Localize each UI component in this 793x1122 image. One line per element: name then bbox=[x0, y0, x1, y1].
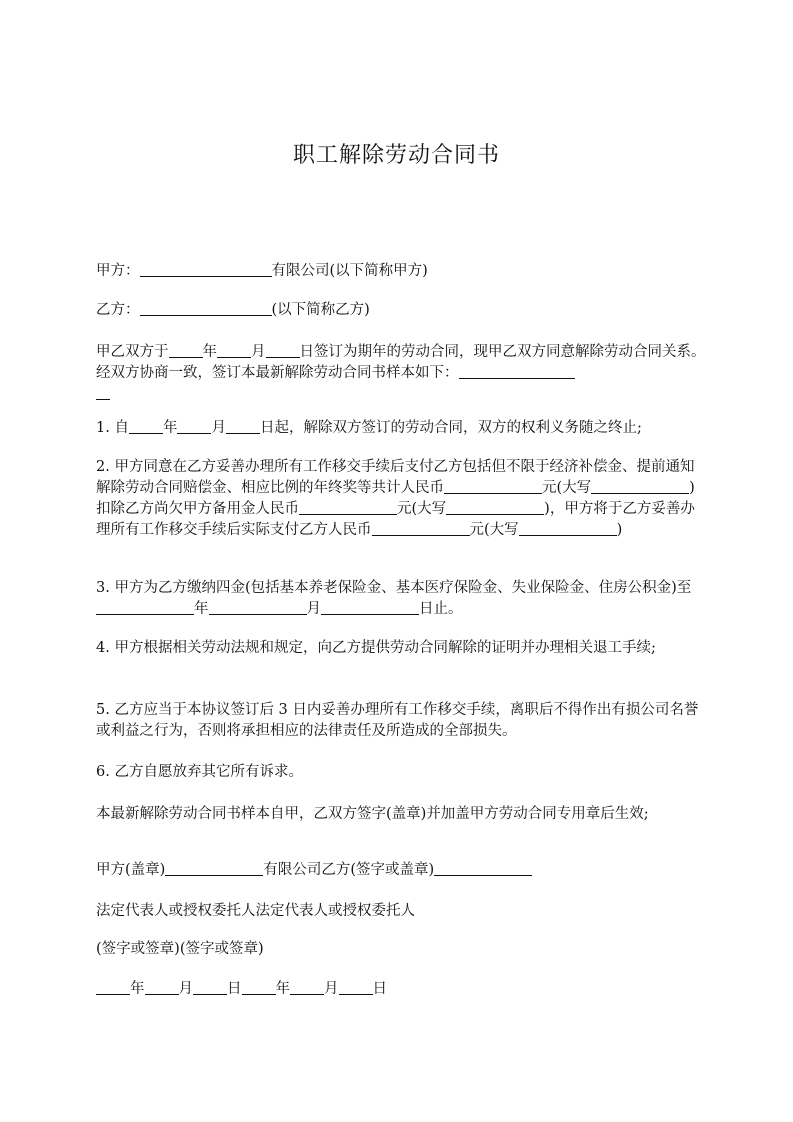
party-a-month-blank[interactable] bbox=[145, 979, 179, 995]
party-b-name-blank[interactable] bbox=[140, 300, 272, 316]
year-label: 年 bbox=[194, 601, 209, 617]
year-label: 年 bbox=[202, 344, 217, 360]
party-b-sign-label: 有限公司乙方(签字或盖章) bbox=[263, 862, 435, 878]
party-b-line bbox=[96, 300, 706, 321]
day-label: 日止。 bbox=[419, 601, 463, 617]
deduction-amount-blank[interactable] bbox=[299, 499, 397, 515]
day-label: 日 bbox=[372, 981, 387, 997]
month-blank[interactable] bbox=[209, 599, 307, 615]
clause-4: 4. 甲方根据相关劳动法规和规定，向乙方提供劳动合同解除的证明并办理相关退工手续; bbox=[96, 640, 656, 656]
clause-3 bbox=[96, 578, 706, 620]
party-b-label: 乙方： bbox=[96, 302, 140, 318]
actual-uppercase-blank[interactable] bbox=[519, 520, 617, 536]
amount-uppercase-blank[interactable] bbox=[591, 478, 689, 494]
year-blank[interactable] bbox=[96, 599, 194, 615]
year-label: 年 bbox=[130, 981, 145, 997]
uppercase-label: 元(大写 bbox=[542, 480, 592, 496]
clause-1-text-2: 日起，解除双方签订的劳动合同，双方的权利义务随之终止; bbox=[259, 420, 642, 436]
clause-1-text: 1. 自 bbox=[96, 420, 129, 436]
intro-trailing-blank[interactable] bbox=[459, 363, 575, 379]
representatives-line: 法定代表人或授权委托人法定代表人或授权委托人 bbox=[96, 903, 415, 919]
party-a-day-blank[interactable] bbox=[193, 979, 227, 995]
intro-trailing-blank-2[interactable] bbox=[96, 384, 110, 400]
year-label: 年 bbox=[162, 420, 178, 436]
party-a-label: 甲方： bbox=[96, 263, 140, 279]
deduction-text: )扣除乙方尚欠甲方备用金人民币 bbox=[96, 480, 695, 517]
clause-2 bbox=[96, 457, 706, 541]
actual-amount-blank[interactable] bbox=[372, 520, 470, 536]
day-blank[interactable] bbox=[226, 418, 260, 434]
close-paren: ) bbox=[616, 522, 623, 538]
month-label: 月 bbox=[178, 981, 193, 997]
party-b-day-blank[interactable] bbox=[339, 979, 373, 995]
year-blank[interactable] bbox=[129, 418, 163, 434]
day-label: 日 bbox=[227, 981, 242, 997]
sign-line: (签字或签章)(签字或签章) bbox=[96, 941, 264, 957]
intro-paragraph bbox=[96, 342, 706, 405]
party-b-suffix: (以下简称乙方) bbox=[271, 302, 370, 318]
intro-text-2: 日签订为期年的劳动合同，现甲乙双方同意解除劳动合同关系。经双方协商一致，签订本最新解除劳动合同书样本如下： bbox=[96, 344, 706, 381]
day-blank[interactable] bbox=[321, 599, 419, 615]
party-b-sign-blank[interactable] bbox=[434, 860, 532, 876]
year-blank[interactable] bbox=[169, 342, 203, 358]
party-a-year-blank[interactable] bbox=[96, 979, 130, 995]
clause-2-text: 2. 甲方同意在乙方妥善办理所有工作移交手续后支付乙方包括但不限于经济补偿金、提前通知解除劳动合同赔偿金、相应比例的年终奖等共计人民币 bbox=[96, 459, 695, 496]
signature-line bbox=[96, 860, 706, 881]
party-b-year-blank[interactable] bbox=[242, 979, 276, 995]
month-label: 月 bbox=[211, 420, 226, 436]
month-blank[interactable] bbox=[217, 342, 251, 358]
party-a-company-blank[interactable] bbox=[165, 860, 263, 876]
date-line bbox=[96, 979, 706, 1000]
clause-6: 6. 乙方自愿放弃其它所有诉求。 bbox=[96, 764, 303, 780]
uppercase-label: 元(大写 bbox=[469, 522, 519, 538]
month-blank[interactable] bbox=[177, 418, 211, 434]
actual-payment-text: )，甲方将于乙方妥善办理所有工作移交手续后实际支付乙方人民币 bbox=[96, 501, 695, 538]
month-label: 月 bbox=[324, 981, 339, 997]
party-a-seal-label: 甲方(盖章) bbox=[96, 862, 166, 878]
party-b-month-blank[interactable] bbox=[290, 979, 324, 995]
party-a-name-blank[interactable] bbox=[140, 261, 272, 277]
document-title: 职工解除劳动合同书 bbox=[292, 143, 500, 168]
clause-1 bbox=[96, 418, 706, 439]
day-blank[interactable] bbox=[266, 342, 300, 358]
effective-clause: 本最新解除劳动合同书样本自甲，乙双方签字(盖章)并加盖甲方劳动合同专用章后生效; bbox=[96, 806, 649, 822]
clause-3-text: 3. 甲方为乙方缴纳四金(包括基本养老保险金、基本医疗保险金、失业保险金、住房公积金)至 bbox=[96, 580, 692, 596]
deduction-uppercase-blank[interactable] bbox=[446, 499, 544, 515]
year-label: 年 bbox=[275, 981, 290, 997]
party-a-line bbox=[96, 261, 706, 282]
month-label: 月 bbox=[251, 344, 266, 360]
uppercase-label: 元(大写 bbox=[397, 501, 447, 517]
intro-text: 甲乙双方于 bbox=[96, 344, 169, 360]
amount-blank[interactable] bbox=[444, 478, 542, 494]
clause-5: 5. 乙方应当于本协议签订后 3 日内妥善办理所有工作移交手续，离职后不得作出有损公司名誉或利益之行为，否则将承担相应的法律责任及所造成的全部损失。 bbox=[96, 702, 699, 739]
party-a-suffix: 有限公司(以下简称甲方) bbox=[271, 263, 428, 279]
month-label: 月 bbox=[306, 601, 321, 617]
